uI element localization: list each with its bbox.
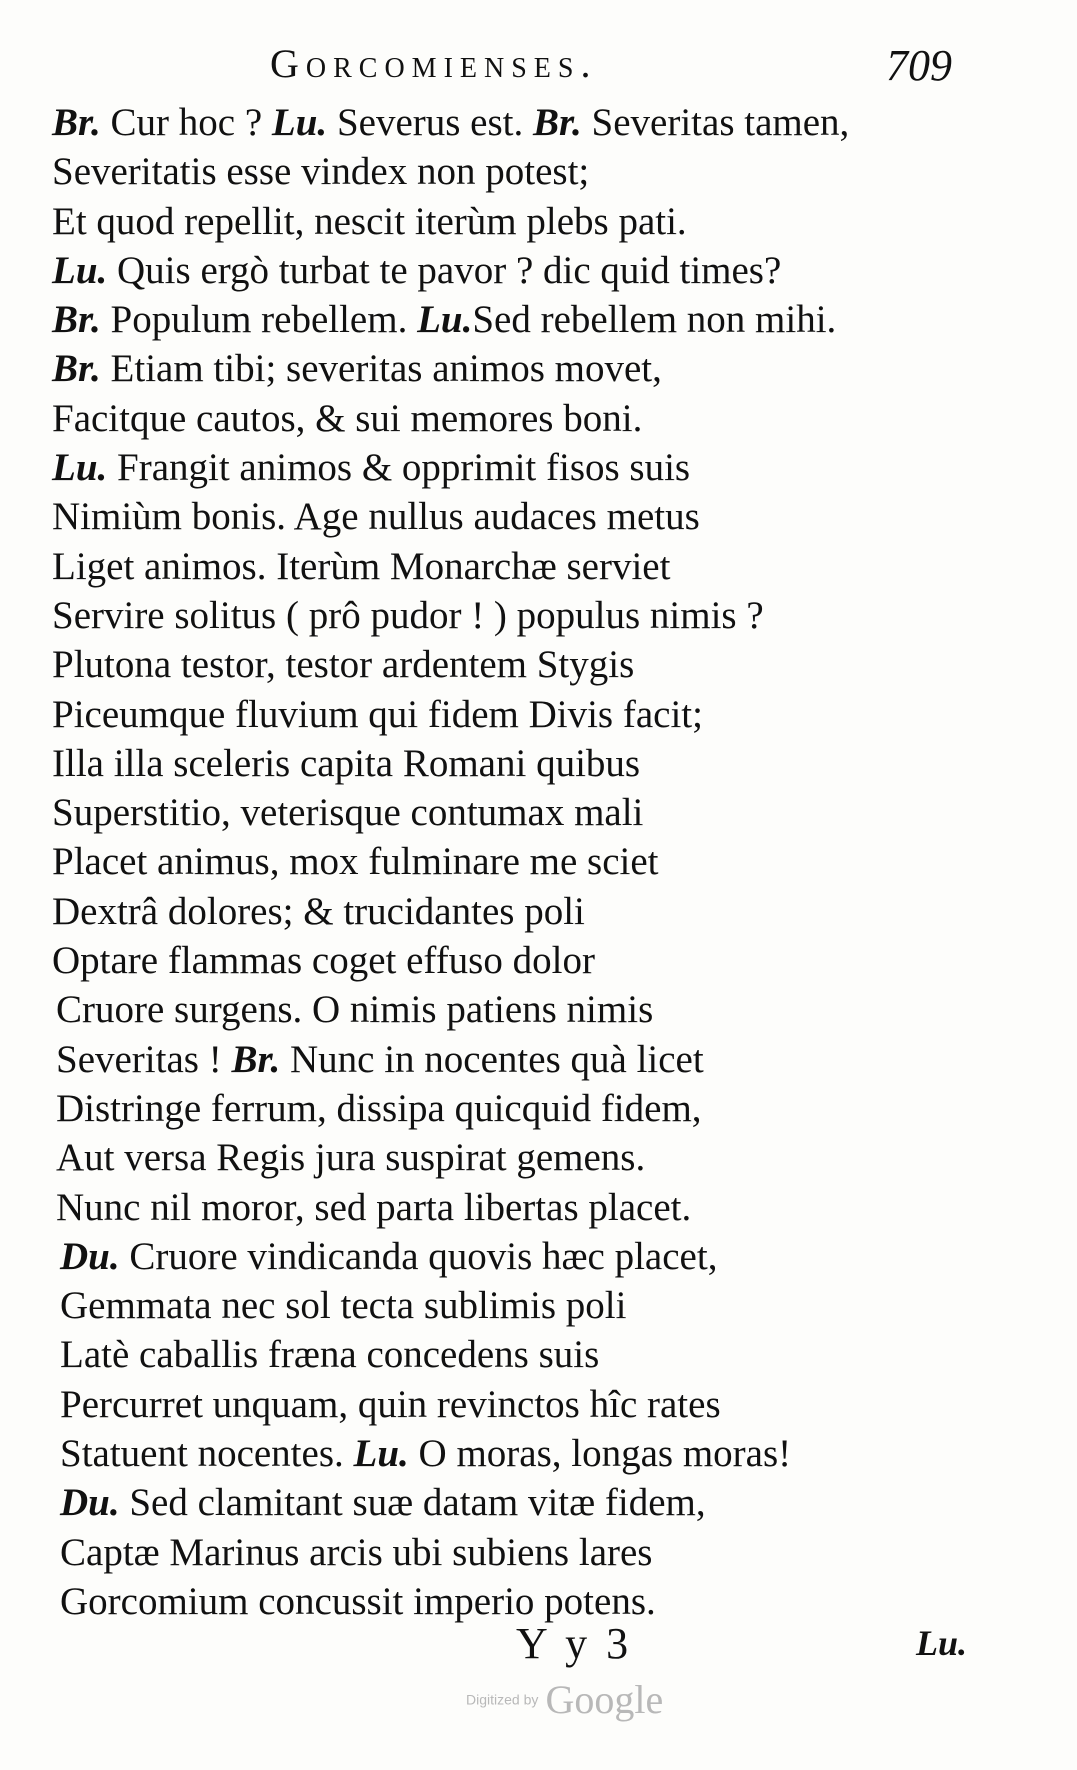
verse-text-segment: Gorcomium concussit imperio potens. — [60, 1579, 656, 1623]
verse-line — [52, 1528, 1002, 1577]
verse-line — [52, 1035, 1002, 1084]
verse-line — [52, 1232, 1002, 1281]
speaker-label: Lu. — [271, 101, 328, 144]
speaker-label: Lu. — [52, 446, 108, 490]
verse-line — [52, 1133, 1002, 1182]
verse-line — [52, 344, 1002, 393]
verse-text-segment: Percurret unquam, quin revinctos hîc rates — [60, 1382, 721, 1426]
page-header — [270, 40, 960, 100]
verse-line — [52, 147, 1002, 196]
verse-line — [52, 788, 1002, 837]
speaker-label: Br. — [533, 101, 582, 144]
verse-text-segment: Placet animus, mox fulminare me sciet — [52, 840, 659, 884]
verse-text-segment: Severitatis esse vindex non potest; — [52, 150, 590, 194]
verse-line — [52, 1429, 1002, 1478]
verse-text-segment: Cruore surgens. O nimis patiens nimis — [56, 988, 654, 1032]
verse-text-segment: Cruore vindicanda quovis hæc placet, — [119, 1234, 718, 1278]
speaker-label: Br. — [52, 101, 101, 144]
verse-text-segment: Nunc in nocentes quà licet — [280, 1037, 704, 1081]
verse-line — [52, 1380, 1002, 1429]
verse-text-segment: Frangit animos & opprimit fisos suis — [107, 446, 691, 490]
verse-text-segment: O moras, longas moras! — [408, 1432, 792, 1476]
speaker-label: Du. — [60, 1481, 120, 1525]
verse-line — [52, 394, 1002, 443]
verse-line — [52, 98, 1002, 147]
verse-line — [52, 492, 1002, 541]
verse-text-segment: Piceumque fluvium qui fidem Divis facit; — [52, 692, 703, 736]
speaker-label: Br. — [231, 1037, 281, 1081]
speaker-label: Du. — [60, 1234, 120, 1278]
verse-line — [52, 1281, 1002, 1330]
verse-text-segment: Quis ergò turbat te pavor ? dic quid times? — [107, 248, 782, 292]
verse-text-segment: Severitas tamen, — [581, 101, 850, 144]
verse-line — [52, 295, 1002, 344]
verse-text-segment: Superstitio, veterisque contumax mali — [52, 791, 644, 835]
verse-text-segment: Plutona testor, testor ardentem Stygis — [52, 643, 635, 687]
verse-line — [52, 887, 1002, 936]
verse-line — [52, 246, 1002, 295]
digitization-watermark — [466, 1676, 663, 1736]
verse-line — [52, 985, 1002, 1034]
speaker-label: Br. — [52, 298, 101, 342]
verse-text-segment: Nunc nil moror, sed parta libertas placet. — [56, 1185, 692, 1229]
verse-text-segment: Facitque cautos, & sui memores boni. — [52, 396, 643, 440]
catchword: Lu. — [916, 1623, 968, 1663]
verse-text-segment: Populum rebellem. — [100, 298, 418, 342]
watermark-prefix: Digitized by — [466, 1691, 539, 1708]
verse-text-segment: Severus est. — [327, 101, 533, 144]
verse-text-segment: Gemmata nec sol tecta sublimis poli — [60, 1284, 627, 1328]
verse-line — [52, 1183, 1002, 1232]
verse-text-segment: Statuent nocentes. — [60, 1432, 354, 1476]
verse-line — [52, 690, 1002, 739]
verse-line — [52, 197, 1002, 246]
verse-text-segment: Sed clamitant suæ datam vitæ fidem, — [119, 1481, 706, 1525]
verse-text-segment: Etiam tibi; severitas animos movet, — [100, 347, 662, 391]
verse-line — [52, 443, 1002, 492]
verse-line — [52, 591, 1002, 640]
verse-text-segment: Severitas ! — [56, 1037, 232, 1081]
verse-line — [52, 1478, 1002, 1527]
verse-text-segment: Captæ Marinus arcis ubi subiens lares — [60, 1530, 653, 1574]
speaker-label: Br. — [52, 347, 101, 391]
verse-line — [52, 1330, 1002, 1379]
speaker-label: Lu. — [417, 298, 473, 342]
verse-text-segment: Aut versa Regis jura suspirat gemens. — [56, 1136, 646, 1180]
running-head: Gorcomienses. — [270, 41, 598, 86]
page-number: 709 — [886, 41, 952, 90]
verse-text-segment: Liget animos. Iterùm Monarchæ serviet — [52, 544, 671, 588]
verse-text-segment: Et quod repellit, nescit iterùm plebs pati. — [52, 199, 687, 243]
signature-mark: Y y 3 — [516, 1619, 633, 1668]
verse-line — [52, 640, 1002, 689]
verse-line — [52, 739, 1002, 788]
verse-text-segment: Illa illa sceleris capita Romani quibus — [52, 741, 641, 785]
verse-text-segment: Servire solitus ( prô pudor ! ) populus nimis ? — [52, 593, 764, 637]
verse-text-segment: Optare flammas coget effuso dolor — [52, 939, 595, 983]
verse-text-segment: Dextrâ dolores; & trucidantes poli — [52, 889, 585, 933]
watermark-logo: Google — [545, 1677, 664, 1722]
speaker-label: Lu. — [353, 1432, 409, 1476]
verse-line — [52, 1084, 1002, 1133]
verse-line — [52, 542, 1002, 591]
verse-text-segment: Distringe ferrum, dissipa quicquid fidem, — [56, 1086, 702, 1130]
verse-text-segment: Latè caballis fræna concedens suis — [60, 1333, 600, 1377]
verse-text-segment: Cur hoc ? — [100, 101, 272, 144]
verse-text-segment: Sed rebellem non mihi. — [472, 298, 837, 342]
verse-text-segment: Nimiùm bonis. Age nullus audaces metus — [52, 495, 700, 539]
verse-line — [52, 837, 1002, 886]
verse-text — [52, 98, 1002, 1626]
page-footer — [0, 1618, 1077, 1678]
speaker-label: Lu. — [52, 248, 108, 292]
verse-line — [52, 936, 1002, 985]
